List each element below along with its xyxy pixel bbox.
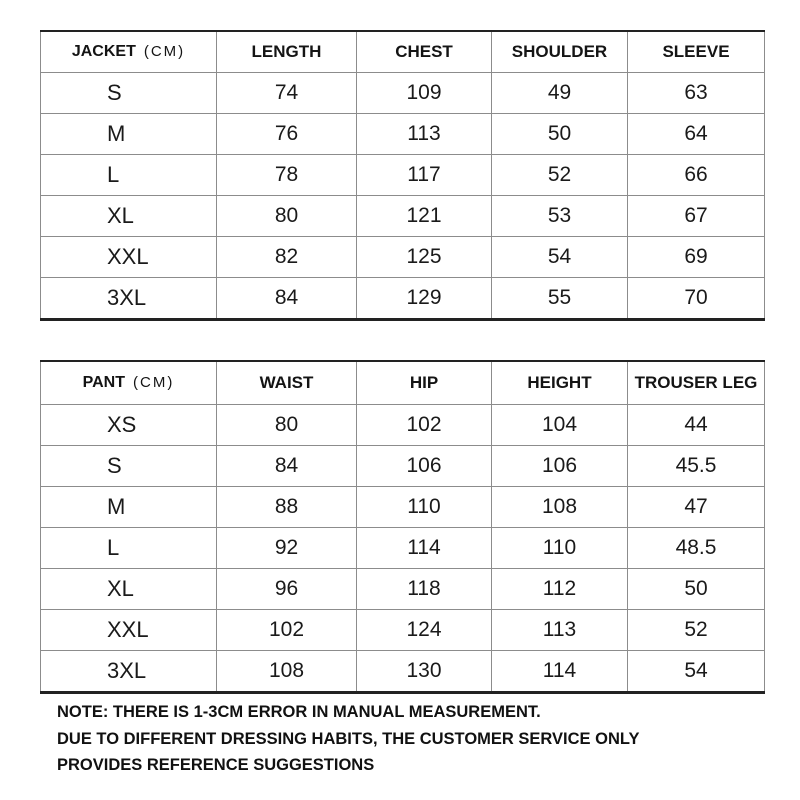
- waist-cell: 102: [217, 610, 357, 651]
- pant-title-cell: [41, 361, 217, 405]
- size-label: M: [41, 114, 217, 155]
- size-label: 3XL: [41, 651, 217, 693]
- length-cell: 80: [217, 196, 357, 237]
- trouser-leg-cell: 48.5: [628, 528, 765, 569]
- sleeve-cell: 66: [628, 155, 765, 196]
- shoulder-cell: 54: [492, 237, 628, 278]
- pant-col-trouser-leg: TROUSER LEG: [628, 361, 765, 405]
- chest-cell: 121: [357, 196, 492, 237]
- shoulder-cell: 49: [492, 73, 628, 114]
- size-label: 3XL: [41, 278, 217, 320]
- chest-cell: 125: [357, 237, 492, 278]
- measurement-note: [57, 699, 777, 779]
- chest-cell: 113: [357, 114, 492, 155]
- hip-cell: 102: [357, 405, 492, 446]
- pant-col-waist: WAIST: [217, 361, 357, 405]
- trouser-leg-cell: 54: [628, 651, 765, 693]
- note-line-3: PROVIDES REFERENCE SUGGESTIONS: [57, 756, 375, 774]
- table-row: [41, 569, 765, 610]
- shoulder-cell: 52: [492, 155, 628, 196]
- table-row: [41, 114, 765, 155]
- trouser-leg-cell: 52: [628, 610, 765, 651]
- table-row: [41, 528, 765, 569]
- pant-col-height: HEIGHT: [492, 361, 628, 405]
- hip-cell: 130: [357, 651, 492, 693]
- height-cell: 110: [492, 528, 628, 569]
- sleeve-cell: 70: [628, 278, 765, 320]
- pant-title: PANT: [82, 374, 126, 391]
- height-cell: 104: [492, 405, 628, 446]
- sleeve-cell: 69: [628, 237, 765, 278]
- table-row: [41, 155, 765, 196]
- pant-header-row: [41, 361, 765, 405]
- chest-cell: 117: [357, 155, 492, 196]
- waist-cell: 96: [217, 569, 357, 610]
- waist-cell: 80: [217, 405, 357, 446]
- height-cell: 108: [492, 487, 628, 528]
- table-row: [41, 278, 765, 320]
- size-label: M: [41, 487, 217, 528]
- jacket-size-table: [40, 30, 765, 321]
- table-row: [41, 610, 765, 651]
- trouser-leg-cell: 44: [628, 405, 765, 446]
- sleeve-cell: 63: [628, 73, 765, 114]
- size-label: XXL: [41, 610, 217, 651]
- height-cell: 113: [492, 610, 628, 651]
- size-label: XL: [41, 569, 217, 610]
- size-label: S: [41, 73, 217, 114]
- jacket-title-cell: [41, 31, 217, 73]
- table-row: [41, 651, 765, 693]
- length-cell: 78: [217, 155, 357, 196]
- hip-cell: 124: [357, 610, 492, 651]
- waist-cell: 92: [217, 528, 357, 569]
- hip-cell: 118: [357, 569, 492, 610]
- length-cell: 74: [217, 73, 357, 114]
- table-row: [41, 73, 765, 114]
- table-row: [41, 196, 765, 237]
- hip-cell: 110: [357, 487, 492, 528]
- length-cell: 84: [217, 278, 357, 320]
- chest-cell: 109: [357, 73, 492, 114]
- jacket-col-chest: CHEST: [357, 31, 492, 73]
- pant-col-hip: HIP: [357, 361, 492, 405]
- height-cell: 114: [492, 651, 628, 693]
- table-row: [41, 446, 765, 487]
- shoulder-cell: 50: [492, 114, 628, 155]
- size-label: XXL: [41, 237, 217, 278]
- note-line-2: DUE TO DIFFERENT DRESSING HABITS, THE CUSTOMER SERVICE ONLY: [57, 729, 640, 748]
- height-cell: 112: [492, 569, 628, 610]
- trouser-leg-cell: 45.5: [628, 446, 765, 487]
- hip-cell: 106: [357, 446, 492, 487]
- jacket-unit: (CM): [143, 43, 186, 60]
- table-row: [41, 237, 765, 278]
- trouser-leg-cell: 50: [628, 569, 765, 610]
- pant-size-table: [40, 360, 765, 694]
- jacket-title: JACKET: [71, 43, 136, 60]
- jacket-col-shoulder: SHOULDER: [492, 31, 628, 73]
- table-row: [41, 405, 765, 446]
- height-cell: 106: [492, 446, 628, 487]
- size-label: XL: [41, 196, 217, 237]
- note-line-1: NOTE: THERE IS 1-3CM ERROR IN MANUAL MEASUREMENT.: [57, 703, 541, 721]
- length-cell: 76: [217, 114, 357, 155]
- length-cell: 82: [217, 237, 357, 278]
- waist-cell: 108: [217, 651, 357, 693]
- waist-cell: 84: [217, 446, 357, 487]
- sleeve-cell: 67: [628, 196, 765, 237]
- size-label: XS: [41, 405, 217, 446]
- waist-cell: 88: [217, 487, 357, 528]
- jacket-col-sleeve: SLEEVE: [628, 31, 765, 73]
- trouser-leg-cell: 47: [628, 487, 765, 528]
- jacket-header-row: [41, 31, 765, 73]
- jacket-col-length: LENGTH: [217, 31, 357, 73]
- shoulder-cell: 53: [492, 196, 628, 237]
- chest-cell: 129: [357, 278, 492, 320]
- sleeve-cell: 64: [628, 114, 765, 155]
- shoulder-cell: 55: [492, 278, 628, 320]
- size-label: L: [41, 528, 217, 569]
- pant-unit: (CM): [133, 374, 175, 391]
- hip-cell: 114: [357, 528, 492, 569]
- size-label: S: [41, 446, 217, 487]
- table-row: [41, 487, 765, 528]
- size-label: L: [41, 155, 217, 196]
